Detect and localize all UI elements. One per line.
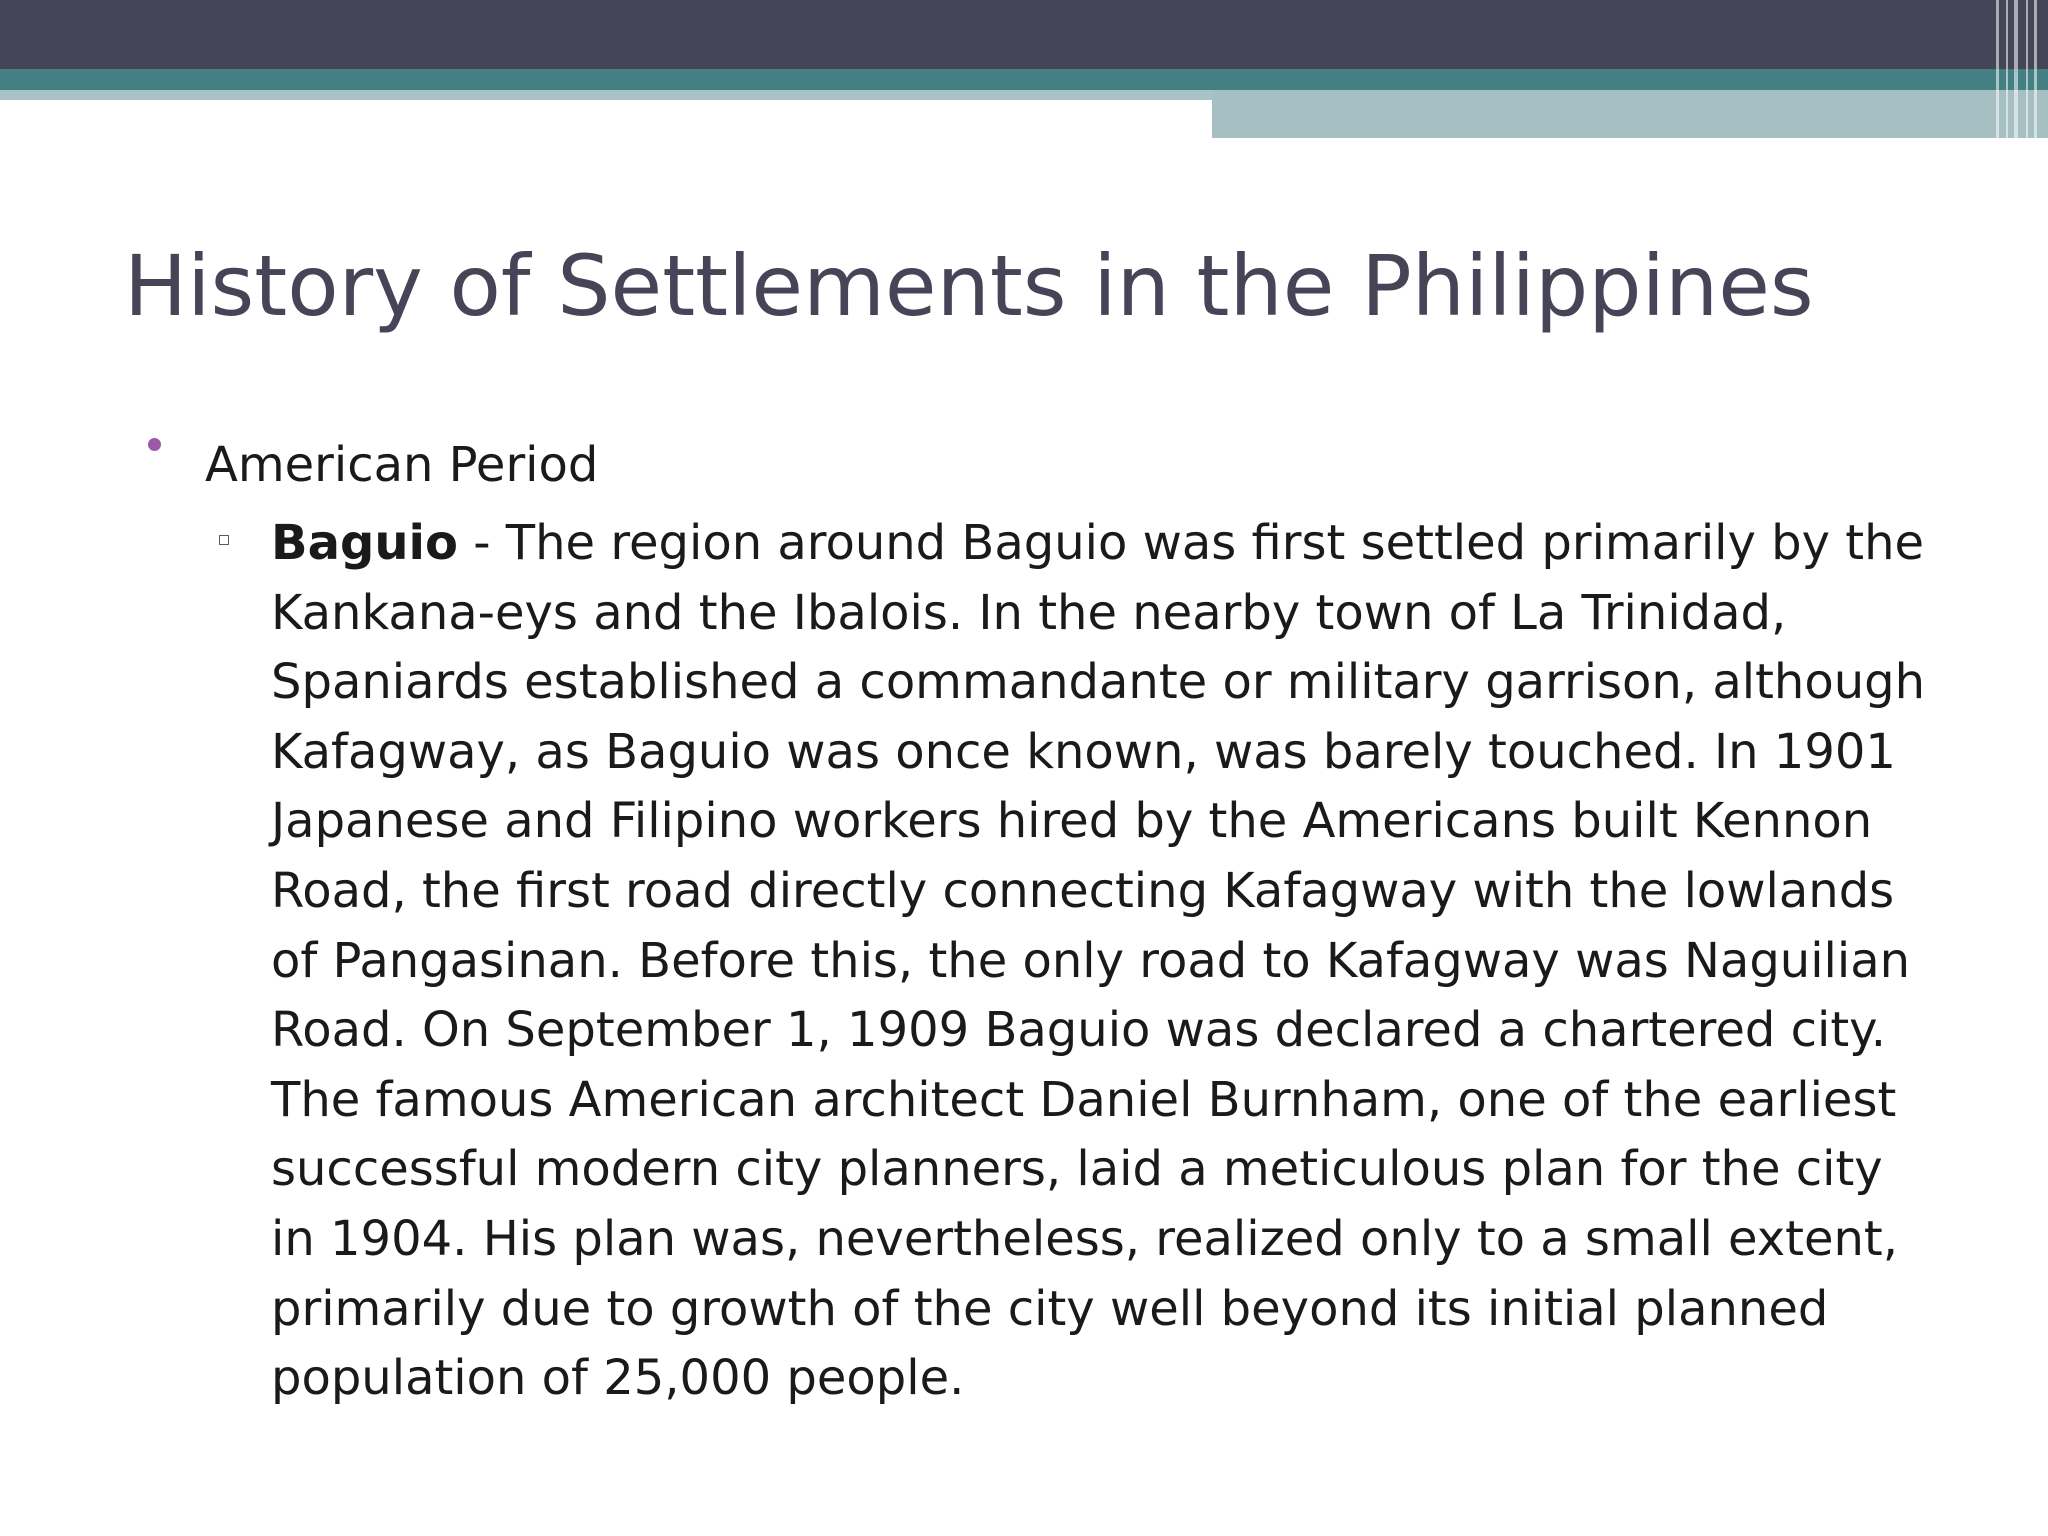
bullet-level2-paragraph xyxy=(271,509,1931,1414)
bullet-level1 xyxy=(148,438,161,451)
bullet-level2-separator: - xyxy=(457,515,506,571)
header-edge-lines xyxy=(1988,0,2048,138)
bullet-level2-text: The region around Baguio was first settled primarily by the Kankana-eys and the Ibalois. In the nearby town of La Trinidad, Spaniards established a commandante or military garrison, although Kafagway, as Baguio was once known, was barely touched. In 1901 Japanese and Filipino workers hired by the Americans built Kennon Road, the first road directly connecting Kafagway with the lowlands of Pangasinan. Before this, the only road to Kafagway was Naguilian Road. On September 1, 1909 Baguio was declared a chartered city. The famous American architect Daniel Burnham, one of the earliest successful modern city planners, laid a meticulous plan for the city in 1904. His plan was, nevertheless, realized only to a small extent, primarily due to growth of the city well beyond its initial planned population of 25,000 people. xyxy=(271,515,1926,1407)
slide-title: History of Settlements in the Philippines xyxy=(124,237,1814,335)
header-band-dark xyxy=(0,0,2048,69)
bullet-level2-term: Baguio xyxy=(271,515,458,571)
header-band-light xyxy=(1212,90,2048,138)
header-band-light-strip xyxy=(0,90,1212,100)
square-bullet-icon xyxy=(219,535,229,545)
bullet-dot-icon xyxy=(148,438,161,451)
header-band-teal xyxy=(0,69,2048,90)
bullet-level1-label: American Period xyxy=(205,437,599,493)
